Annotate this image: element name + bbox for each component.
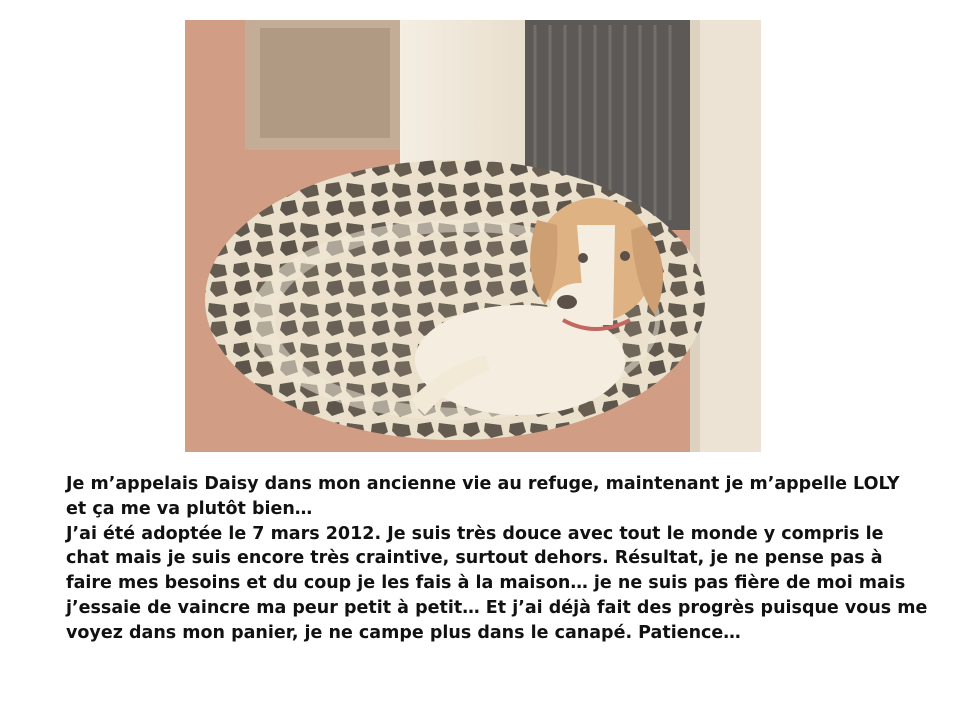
caption-line: J’ai été adoptée le 7 mars 2012. Je suis très douce avec tout le monde y compris le: [66, 523, 884, 544]
caption-line: et ça me va plutôt bien…: [66, 498, 313, 519]
caption-line: faire mes besoins et du coup je les fais à la maison… je ne suis pas fière de moi mais: [66, 573, 906, 594]
caption-line: Je m’appelais Daisy dans mon ancienne vie au refuge, maintenant je m’appelle LOLY: [66, 474, 900, 494]
dog-in-basket-image: [185, 20, 761, 452]
caption-text: [66, 472, 926, 646]
caption-line: chat mais je suis encore très craintive, surtout dehors. Résultat, je ne pense pas à: [66, 548, 883, 569]
dog-photo: [185, 20, 761, 452]
caption-line: j’essaie de vaincre ma peur petit à petit… Et j’ai déjà fait des progrès puisque vous me: [66, 597, 928, 618]
caption-line: voyez dans mon panier, je ne campe plus dans le canapé. Patience…: [66, 622, 741, 643]
